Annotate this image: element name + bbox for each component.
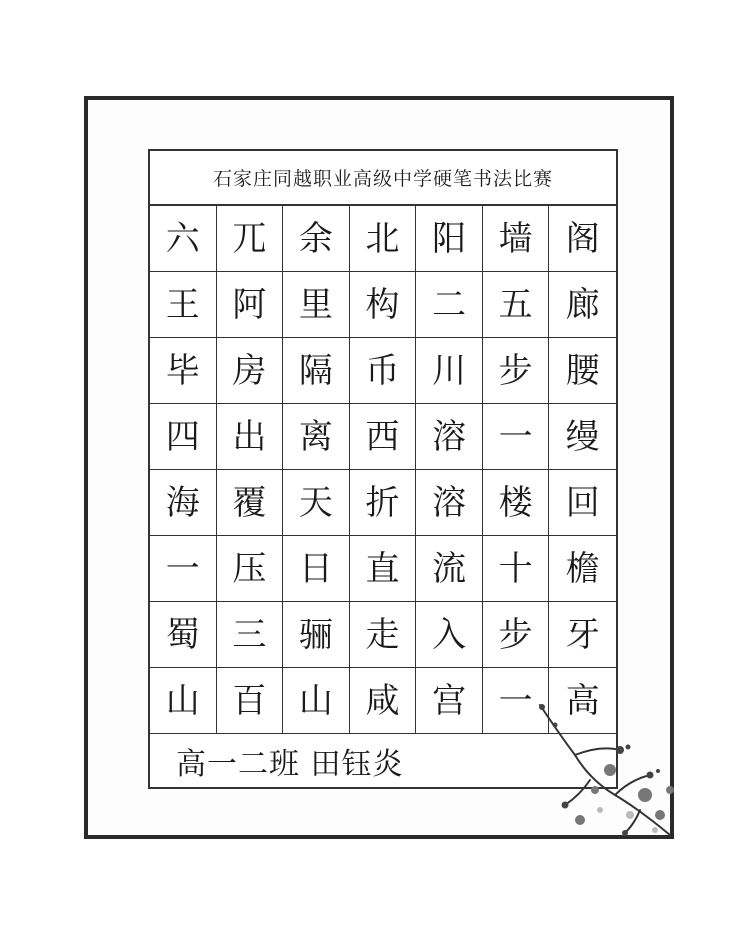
grid-cell: 十 bbox=[483, 536, 550, 602]
grid-cell: 墙 bbox=[483, 206, 550, 272]
grid-cell: 牙 bbox=[549, 602, 616, 668]
grid-cell: 山 bbox=[283, 668, 350, 734]
grid-cell: 折 bbox=[350, 470, 417, 536]
grid-cell: 蜀 bbox=[150, 602, 217, 668]
grid-cell: 缦 bbox=[549, 404, 616, 470]
grid-cell: 三 bbox=[217, 602, 284, 668]
grid-cell: 腰 bbox=[549, 338, 616, 404]
grid-cell: 一 bbox=[483, 404, 550, 470]
grid-cell: 房 bbox=[217, 338, 284, 404]
grid-cell: 北 bbox=[350, 206, 417, 272]
grid-cell: 兀 bbox=[217, 206, 284, 272]
grid-cell: 离 bbox=[283, 404, 350, 470]
grid-cell: 高 bbox=[549, 668, 616, 734]
grid-cell: 溶 bbox=[416, 470, 483, 536]
grid-cell: 直 bbox=[350, 536, 417, 602]
grid-cell: 咸 bbox=[350, 668, 417, 734]
grid-cell: 走 bbox=[350, 602, 417, 668]
grid-cell: 骊 bbox=[283, 602, 350, 668]
grid-cell: 川 bbox=[416, 338, 483, 404]
grid-cell: 覆 bbox=[217, 470, 284, 536]
grid-cell: 币 bbox=[350, 338, 417, 404]
student-signature: 高一二班 田钰炎 bbox=[176, 746, 404, 782]
grid-cell: 海 bbox=[150, 470, 217, 536]
grid-cell: 六 bbox=[150, 206, 217, 272]
grid-cell: 檐 bbox=[549, 536, 616, 602]
grid-cell: 溶 bbox=[416, 404, 483, 470]
grid-cell: 里 bbox=[283, 272, 350, 338]
grid-cell: 阿 bbox=[217, 272, 284, 338]
calligraphy-sheet bbox=[148, 149, 618, 789]
grid-cell: 王 bbox=[150, 272, 217, 338]
grid-cell: 天 bbox=[283, 470, 350, 536]
grid-cell: 一 bbox=[483, 668, 550, 734]
grid-cell: 楼 bbox=[483, 470, 550, 536]
competition-title: 石家庄同越职业高级中学硬笔书法比赛 bbox=[212, 168, 553, 190]
grid-cell: 山 bbox=[150, 668, 217, 734]
grid-cell: 隔 bbox=[283, 338, 350, 404]
grid-cell: 一 bbox=[150, 536, 217, 602]
grid-cell: 五 bbox=[483, 272, 550, 338]
grid-cell: 步 bbox=[483, 338, 550, 404]
grid-cell: 入 bbox=[416, 602, 483, 668]
grid-cell: 阁 bbox=[549, 206, 616, 272]
grid-cell: 四 bbox=[150, 404, 217, 470]
grid-cell: 百 bbox=[217, 668, 284, 734]
grid-cell: 日 bbox=[283, 536, 350, 602]
plum-blossom-decoration bbox=[520, 695, 680, 840]
grid-cell: 廊 bbox=[549, 272, 616, 338]
grid-cell: 构 bbox=[350, 272, 417, 338]
grid-cell: 余 bbox=[283, 206, 350, 272]
grid-cell: 压 bbox=[217, 536, 284, 602]
grid-cell: 毕 bbox=[150, 338, 217, 404]
title-row bbox=[150, 151, 616, 206]
grid-cell: 步 bbox=[483, 602, 550, 668]
character-grid bbox=[150, 206, 616, 734]
grid-cell: 西 bbox=[350, 404, 417, 470]
grid-cell: 回 bbox=[549, 470, 616, 536]
grid-cell: 阳 bbox=[416, 206, 483, 272]
grid-cell: 宫 bbox=[416, 668, 483, 734]
grid-cell: 二 bbox=[416, 272, 483, 338]
grid-cell: 出 bbox=[217, 404, 284, 470]
grid-cell: 流 bbox=[416, 536, 483, 602]
